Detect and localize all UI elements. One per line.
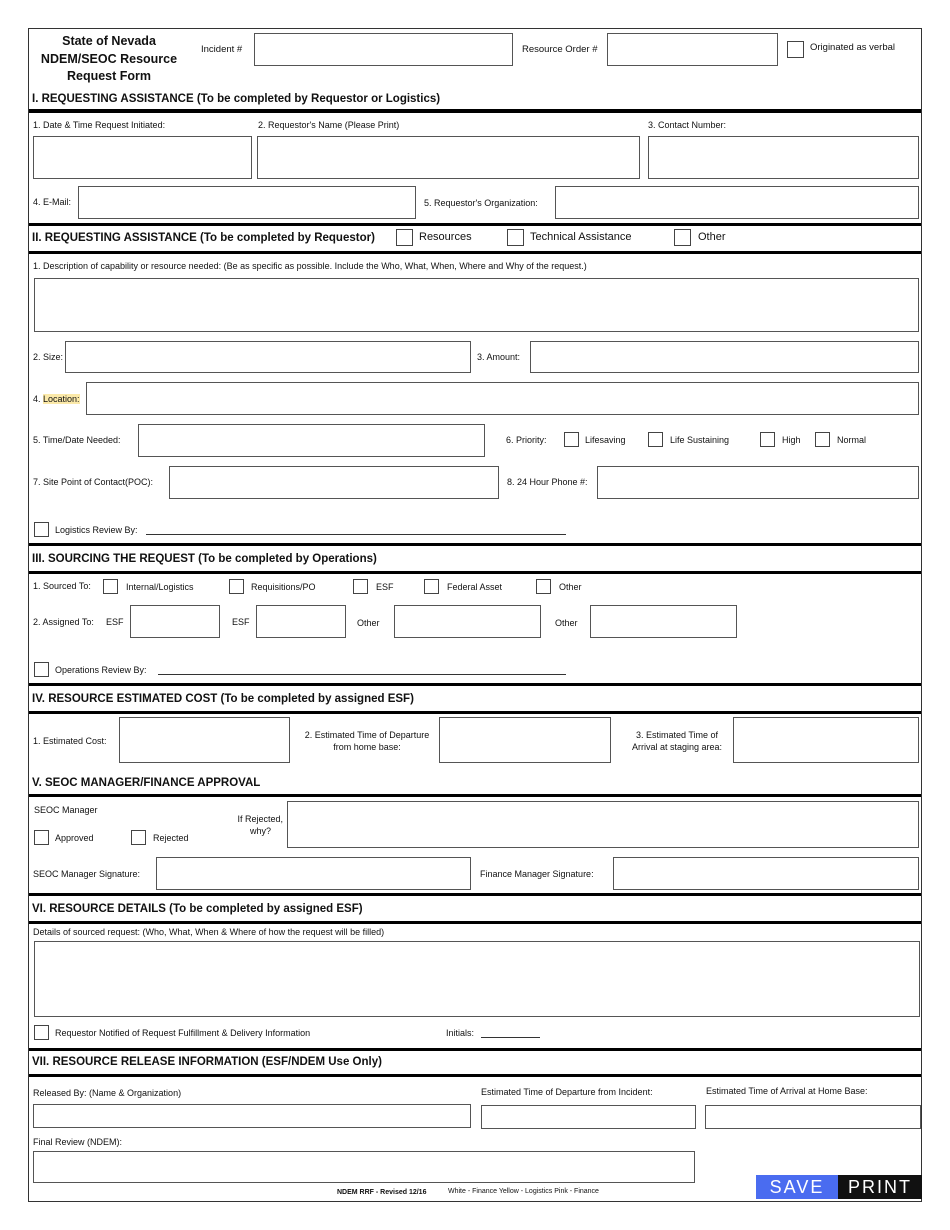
type-technical-checkbox[interactable] <box>507 229 524 246</box>
copy-distribution: White - Finance Yellow - Logistics Pink - Finance <box>448 1188 599 1195</box>
source-federal-checkbox[interactable] <box>424 579 439 594</box>
assigned-esf-2-field[interactable] <box>256 605 346 638</box>
organization-label: 5. Requestor's Organization: <box>424 198 538 208</box>
location-label: Location: <box>43 394 80 404</box>
priority-lifesaving-label: Lifesaving <box>585 435 626 445</box>
type-technical-label: Technical Assistance <box>530 231 632 243</box>
phone-label: 8. 24 Hour Phone #: <box>507 477 588 487</box>
source-requisitions-label: Requisitions/PO <box>251 582 316 592</box>
released-by-field[interactable] <box>33 1104 471 1128</box>
requestor-notified-checkbox[interactable] <box>34 1025 49 1040</box>
section-3-header: III. SOURCING THE REQUEST (To be completed by Operations) <box>32 553 377 565</box>
time-needed-label: 5. Time/Date Needed: <box>33 435 121 445</box>
operations-review-line[interactable] <box>158 674 566 675</box>
save-button[interactable]: SAVE <box>756 1175 838 1199</box>
priority-life-sustaining-checkbox[interactable] <box>648 432 663 447</box>
departure-label-line-2: from home base: <box>333 742 401 752</box>
finance-signature-label: Finance Manager Signature: <box>480 869 594 879</box>
organization-field[interactable] <box>555 186 919 219</box>
form-id: NDEM RRF - Revised 12/16 <box>337 1189 427 1196</box>
approved-checkbox[interactable] <box>34 830 49 845</box>
source-other-label: Other <box>559 582 582 592</box>
size-label: 2. Size: <box>33 352 64 362</box>
resource-request-form <box>28 28 922 1202</box>
section-divider <box>29 683 921 686</box>
source-esf-checkbox[interactable] <box>353 579 368 594</box>
details-label: Details of sourced request: (Who, What, When & Where of how the request will be filled) <box>33 927 385 937</box>
location-field[interactable] <box>86 382 919 415</box>
arrival-label-line-2: Arrival at staging area: <box>631 742 723 752</box>
section-divider <box>29 543 921 546</box>
arrival-label-line-1: 3. Estimated Time of <box>635 730 719 740</box>
section-divider <box>29 921 921 924</box>
approved-label: Approved <box>55 833 94 843</box>
poc-label: 7. Site Point of Contact(POC): <box>33 477 154 487</box>
logistics-review-line[interactable] <box>146 534 566 535</box>
email-field[interactable] <box>78 186 416 219</box>
resource-order-label: Resource Order # <box>522 44 598 55</box>
requestor-notified-label: Requestor Notified of Request Fulfillment & Delivery Information <box>55 1028 311 1038</box>
priority-high-checkbox[interactable] <box>760 432 775 447</box>
section-6-header: VI. RESOURCE DETAILS (To be completed by assigned ESF) <box>32 903 363 915</box>
section-divider <box>29 109 921 113</box>
logistics-review-label: Logistics Review By: <box>55 525 138 535</box>
rejection-reason-field[interactable] <box>287 801 919 848</box>
contact-number-field[interactable] <box>648 136 919 179</box>
contact-number-label: 3. Contact Number: <box>648 120 727 130</box>
rejected-label: Rejected <box>153 833 189 843</box>
section-1-header: I. REQUESTING ASSISTANCE (To be completed by Requestor or Logistics) <box>32 93 441 105</box>
if-rejected-line-2: why? <box>249 826 271 836</box>
time-needed-field[interactable] <box>138 424 485 457</box>
source-esf-label: ESF <box>376 582 394 592</box>
departure-label-line-1: 2. Estimated Time of Departure <box>304 730 430 740</box>
size-field[interactable] <box>65 341 471 373</box>
description-field[interactable] <box>34 278 919 332</box>
incident-field[interactable] <box>254 33 513 66</box>
type-other-checkbox[interactable] <box>674 229 691 246</box>
section-divider <box>29 223 921 226</box>
priority-high-label: High <box>782 435 801 445</box>
requestor-name-label: 2. Requestor's Name (Please Print) <box>258 120 400 130</box>
section-divider <box>29 794 921 797</box>
type-resources-label: Resources <box>419 231 472 243</box>
amount-label: 3. Amount: <box>477 352 521 362</box>
source-internal-checkbox[interactable] <box>103 579 118 594</box>
operations-review-checkbox[interactable] <box>34 662 49 677</box>
originated-verbal-label: Originated as verbal <box>810 42 896 53</box>
seoc-signature-label: SEOC Manager Signature: <box>33 869 141 879</box>
source-requisitions-checkbox[interactable] <box>229 579 244 594</box>
priority-lifesaving-checkbox[interactable] <box>564 432 579 447</box>
date-time-field[interactable] <box>33 136 252 179</box>
arrival-label <box>617 729 737 753</box>
cost-label: 1. Estimated Cost: <box>33 736 107 746</box>
departure-incident-label: Estimated Time of Departure from Incident: <box>481 1087 653 1097</box>
departure-incident-field[interactable] <box>481 1105 696 1129</box>
date-time-label: 1. Date & Time Request Initiated: <box>33 120 166 130</box>
requestor-name-field[interactable] <box>257 136 640 179</box>
initials-line[interactable] <box>481 1037 540 1038</box>
final-review-label: Final Review (NDEM): <box>33 1137 123 1147</box>
originated-verbal-checkbox[interactable] <box>787 41 804 58</box>
section-divider <box>29 893 921 896</box>
resource-order-field[interactable] <box>607 33 778 66</box>
rejected-checkbox[interactable] <box>131 830 146 845</box>
section-divider <box>29 711 921 714</box>
assigned-other-1-field[interactable] <box>394 605 541 638</box>
assigned-esf-2-label: ESF <box>232 617 250 627</box>
assigned-esf-1-field[interactable] <box>130 605 220 638</box>
incident-label: Incident # <box>201 44 243 55</box>
phone-field[interactable] <box>597 466 919 499</box>
form-title-line-1: State of Nevada <box>62 34 156 48</box>
source-internal-label: Internal/Logistics <box>126 582 194 592</box>
if-rejected-line-1: If Rejected, <box>237 814 283 824</box>
seoc-manager-label: SEOC Manager <box>34 805 98 815</box>
email-label: 4. E-Mail: <box>33 197 72 207</box>
assigned-esf-1-label: ESF <box>106 617 124 627</box>
description-label: 1. Description of capability or resource needed: (Be as specific as possible. Include the Who, What, When, Where and Why of the request.) <box>33 261 587 271</box>
section-divider <box>29 1048 921 1051</box>
seoc-signature-field[interactable] <box>156 857 471 890</box>
finance-signature-field[interactable] <box>613 857 919 890</box>
source-federal-label: Federal Asset <box>447 582 503 592</box>
arrival-field[interactable] <box>733 717 919 763</box>
departure-label <box>292 729 442 753</box>
logistics-review-checkbox[interactable] <box>34 522 49 537</box>
assigned-to-label: 2. Assigned To: <box>33 617 94 627</box>
section-divider <box>29 251 921 254</box>
assigned-other-2-label: Other <box>555 618 578 628</box>
assigned-other-1-label: Other <box>357 618 380 628</box>
type-other-label: Other <box>698 231 726 243</box>
if-rejected-label <box>219 813 283 837</box>
location-label-wrap <box>33 393 80 405</box>
released-by-label: Released By: (Name & Organization) <box>33 1088 182 1098</box>
priority-normal-checkbox[interactable] <box>815 432 830 447</box>
type-resources-checkbox[interactable] <box>396 229 413 246</box>
section-divider <box>29 571 921 574</box>
priority-life-sustaining-label: Life Sustaining <box>670 435 730 445</box>
arrival-home-field[interactable] <box>705 1105 921 1129</box>
section-7-header: VII. RESOURCE RELEASE INFORMATION (ESF/NDEM Use Only) <box>32 1056 382 1068</box>
poc-field[interactable] <box>169 466 499 499</box>
section-4-header: IV. RESOURCE ESTIMATED COST (To be completed by assigned ESF) <box>32 693 414 705</box>
assigned-other-2-field[interactable] <box>590 605 737 638</box>
form-title-line-3: Request Form <box>66 69 152 83</box>
sourced-to-label: 1. Sourced To: <box>33 581 91 591</box>
operations-review-label: Operations Review By: <box>55 665 147 675</box>
amount-field[interactable] <box>530 341 919 373</box>
section-5-header: V. SEOC MANAGER/FINANCE APPROVAL <box>32 777 261 789</box>
section-2-header: II. REQUESTING ASSISTANCE (To be completed by Requestor) <box>32 232 375 244</box>
initials-label: Initials: <box>446 1028 475 1038</box>
details-field[interactable] <box>34 941 920 1017</box>
form-title <box>39 33 179 86</box>
priority-label: 6. Priority: <box>506 435 547 445</box>
priority-normal-label: Normal <box>837 435 867 445</box>
cost-field[interactable] <box>119 717 290 763</box>
section-divider <box>29 1074 921 1077</box>
source-other-checkbox[interactable] <box>536 579 551 594</box>
final-review-field[interactable] <box>33 1151 695 1183</box>
location-prefix: 4. <box>33 394 44 404</box>
arrival-home-label: Estimated Time of Arrival at Home Base: <box>706 1086 868 1096</box>
form-title-line-2: NDEM/SEOC Resource <box>40 51 178 66</box>
print-button[interactable]: PRINT <box>838 1175 922 1199</box>
departure-field[interactable] <box>439 717 611 763</box>
